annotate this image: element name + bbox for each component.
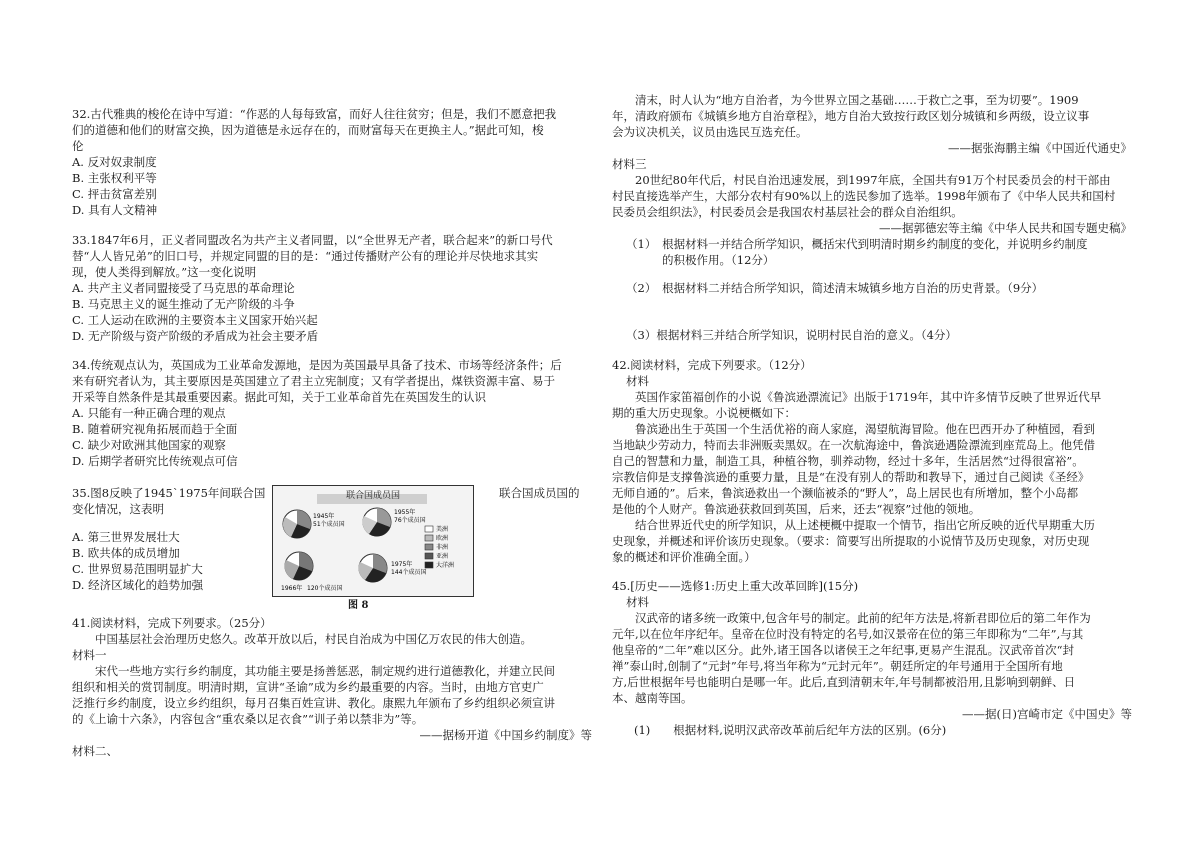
legend-oceania: 大洋洲: [436, 562, 455, 569]
q42-line: 当地缺少劳动力，特而去非洲贩卖黑奴。在一次航海途中，鲁滨逊遇险漂流到座荒岛上。他凭借: [612, 438, 1095, 452]
q34-option-b: B. 随着研究视角拓展而趋于全面: [72, 422, 238, 436]
q42-line: 象的概述和评价准确全面。）: [612, 550, 756, 564]
m2-line: 清末，时人认为“地方自治者，为今世界立国之基础……于救亡之事，至为切要”。1909: [635, 93, 1079, 107]
q45-line: 汉武帝的诸多统一政策中,包含年号的制定。此前的纪年方法是,将新君即位后的第二年作为: [635, 611, 1091, 625]
q41-m1-source: ——据杨开道《中国乡约制度》等: [419, 728, 592, 742]
q45-line: 方,后世根据年号也能明白是哪一年。此后,直到清朝末年,年号制都被沿用,且影响到朝鲜、日: [612, 675, 1076, 689]
q33-option-b: B. 马克思主义的诞生推动了无产阶级的斗争: [72, 297, 295, 311]
q32-option-a: A. 反对奴隶制度: [72, 155, 157, 169]
q41-sub-3: （3）根据材料三并结合所学知识，说明村民自治的意义。（4分）: [626, 328, 957, 342]
m2-line: 会为议决机关，议员由选民互选充任。: [612, 125, 808, 139]
q35-line2: 变化情况，这表明: [72, 502, 164, 516]
q41-sub-2: （2） 根据材料二并结合所学知识，简述清末城镇乡地方自治的历史背景。（9分）: [626, 281, 1044, 295]
q34-option-a: A. 只能有一种正确合理的观点: [72, 406, 226, 420]
pie-1945-count: 51个成员国: [313, 521, 345, 528]
figure-legend: [425, 525, 454, 569]
q33-line: 现，使人类得到解放。”这一变化说明: [72, 265, 257, 279]
q33-option-d: D. 无产阶级与资产阶级的矛盾成为社会主要矛盾: [72, 329, 319, 343]
q34-option-c: C. 缺少对欧洲其他国家的观察: [72, 438, 226, 452]
q42-line: 期的重大历史现象。小说梗概如下：: [612, 406, 796, 420]
pie-1966-year: 1966年: [281, 585, 303, 592]
q35-option-a: A. 第三世界发展壮大: [72, 530, 180, 544]
pie-1945: [283, 510, 311, 538]
q35-line1: 35.图8反映了1945`1975年间联合国: [72, 486, 266, 500]
q42-line: 结合世界近代史的所学知识，从上述梗概中提取一个情节，指出它所反映的近代早期重大历: [635, 518, 1095, 532]
q41-material-2: [612, 92, 1132, 268]
figure-8: [272, 485, 474, 597]
material-3-label: 材料三: [612, 157, 647, 171]
pie-1955-year: 1955年: [394, 509, 416, 516]
question-41: [72, 615, 592, 759]
q35-option-b: B. 欧共体的成员增加: [72, 546, 180, 560]
m3-line: 20世纪80年代后，村民自治迅速发展，到1997年底，全国共有91万个村民委员会的村干部由: [635, 173, 1111, 187]
q33-option-c: C. 工人运动在欧洲的主要资本主义国家开始兴起: [72, 313, 318, 327]
q45-line: 他皇帝的“二年”难以区分。此外,诸王国各以诸侯王之年纪事,更易产生混乱。汉武帝首次“封: [612, 643, 1074, 657]
q42-line: 自己的智慧和力量，制造工具，种植谷物，驯养动物，经过十多年，生活居然“过得很富裕”。: [612, 454, 1084, 468]
m2-source: ——据张海鹏主编《中国近代通史》: [948, 141, 1132, 155]
pie-1975-count: 144个成员国: [391, 569, 427, 576]
q45-line: 禅”泰山时,创制了“元封”年号,将当年称为“元封元年”。朝廷所定的年号通用于全国所有地: [612, 659, 1063, 673]
q32-line: 伦: [72, 139, 84, 153]
pie-1975: [359, 554, 387, 582]
question-33: [72, 232, 592, 344]
legend-africa: 非洲: [436, 544, 449, 551]
q35-option-d: D. 经济区域化的趋势加强: [72, 578, 204, 592]
q41-sub-1-cont: 的积极作用。（12分）: [662, 253, 775, 267]
q33-line: 替“人人皆兄弟”的旧口号，并规定同盟的目的是：“通过传播财产公有的理论并尽快地求其实: [72, 249, 539, 263]
q41-material-2-label: 材料二、: [72, 744, 118, 758]
q42-line: 是他的个人财产。鲁滨逊获救回到英国，后来，还去“视察”过他的领地。: [612, 502, 981, 516]
q41-m1-line: 组织和相关的赏罚制度。明清时期，宣讲“圣谕”成为乡约最重要的内容。当时，由地方官吏广: [72, 680, 544, 694]
q42-line: 鲁滨逊出生于英国一个生活优裕的商人家庭，渴望航海冒险。他在巴西开办了种植园，看到: [635, 422, 1095, 436]
q45-head: 45.[历史——选修1:历史上重大改革回眸](15分): [612, 579, 859, 593]
q42-material-label: 材料: [626, 374, 649, 388]
pie-1975-year: 1975年: [391, 561, 413, 568]
q41-m1-line: 泛推行乡约制度，设立乡约组织，每月召集百姓宣讲、教化。康熙九年颁布了乡约组织必须宣讲: [72, 696, 555, 710]
question-45: [612, 578, 1132, 738]
question-42: [612, 357, 1132, 565]
q42-line: 宗教信仰是支撑鲁滨逊的重要力量，且是“在没有别人的帮助和教导下，通过自己阅读《圣经》: [612, 470, 1090, 484]
q34-option-d: D. 后期学者研究比传统观点可信: [72, 454, 238, 468]
q33-option-a: A. 共产主义者同盟接受了马克思的革命理论: [72, 281, 295, 295]
question-32: [72, 106, 592, 218]
q41-material-1-label: 材料一: [72, 648, 107, 662]
q42-line: 英国作家笛福创作的小说《鲁滨逊漂流记》出版于1719年，其中许多情节反映了世界近代早: [635, 390, 1102, 404]
q32-line: 32.古代雅典的梭伦在诗中写道：“作恶的人每每致富，而好人往往贫穷；但是，我们不愿意把我: [72, 107, 557, 121]
q45-line: 本、越南等国。: [612, 691, 693, 705]
q35-option-c: C. 世界贸易范围明显扩大: [72, 562, 203, 576]
legend-asia: 亚洲: [436, 553, 449, 560]
q34-line: 开采等自然条件是其最重要因素。据此可知，关于工业革命首先在英国发生的认识: [72, 390, 486, 404]
q42-head: 42.阅读材料，完成下列要求。（12分）: [612, 358, 812, 372]
legend-europe: 欧洲: [436, 535, 449, 542]
q41-intro: 中国基层社会治理历史悠久。改革开放以后，村民自治成为中国亿万农民的伟大创造。: [95, 632, 532, 646]
q34-line: 来有研究者认为，其主要原因是英国建立了君主立宪制度；又有学者提出，煤铁资源丰富、易于: [72, 374, 555, 388]
q45-line: 元年,以在位年序纪年。皇帝在位时没有特定的名号,如汉景帝在位的第三年即称为“二年”,与其: [612, 627, 1084, 641]
q45-sub-1: (1) 根据材料,说明汉武帝改革前后纪年方法的区别。(6分): [634, 723, 947, 737]
q41-m1-line: 宋代一些地方实行乡约制度，其功能主要是扬善惩恶，制定规约进行道德教化，并建立民间: [95, 664, 555, 678]
q42-line: 无师自通的”。后来，鲁滨逊救出一个濒临被杀的“野人”，岛上居民也有所增加，整个小岛都: [612, 486, 1079, 500]
figure-caption: 图 8: [348, 600, 369, 611]
m2-line: 年，清政府颁布《城镇乡地方自治章程》，地方自治大致按行政区划分城镇和乡两级，设立议事: [612, 109, 1090, 123]
q33-line: 33.1847年6月，正义者同盟改名为共产主义者同盟，以“全世界无产者，联合起来”的新口号代: [72, 233, 553, 247]
q41-m1-line: 的《上谕十六条》，内容包含“重农桑以足衣食”“训子弟以禁非为”等。: [72, 712, 424, 726]
q34-line: 34.传统观点认为，英国成为工业革命发源地，是因为英国最早具备了技术、市场等经济条件；后: [72, 358, 562, 372]
q32-option-b: B. 主张权利平等: [72, 171, 157, 185]
q41-head: 41.阅读材料，完成下列要求。（25分）: [72, 616, 272, 630]
legend-americas: 美洲: [436, 526, 449, 533]
q42-line: 史现象，并概述和评价该历史现象。（要求：简要写出所提取的小说情节及历史现象，对历史现: [612, 534, 1090, 548]
m3-line: 民委员会组织法》，村民委员会是我国农村基层社会的群众自治组织。: [612, 205, 963, 219]
q32-line: 们的道德和他们的财富交换，因为道德是永远存在的，而财富每天在更换主人。”据此可知，梭: [72, 123, 544, 137]
question-34: [72, 357, 592, 469]
q32-option-d: D. 具有人文精神: [72, 203, 158, 217]
pie-1966: [285, 552, 313, 580]
q41-sub-1: （1） 根据材料一并结合所学知识，概括宋代到明清时期乡约制度的变化，并说明乡约制度: [626, 237, 1088, 251]
q32-option-c: C. 抨击贫富差别: [72, 187, 157, 201]
pie-1966-count: 120个成员国: [307, 585, 343, 592]
pie-1955-count: 76个成员国: [394, 517, 426, 524]
q35-line1-right: 联合国成员国的: [499, 486, 580, 500]
q45-source: ——据(日)宫崎市定《中国史》等: [962, 707, 1132, 721]
figure-title: 联合国成员国: [345, 491, 400, 501]
pie-1945-year: 1945年: [313, 513, 335, 520]
pie-1955: [363, 508, 391, 536]
q45-material-label: 材料: [626, 595, 649, 609]
m3-line: 村民直接选举产生，大部分农村有90%以上的选民参加了选举。1998年颁布了《中华人民共和国村: [612, 189, 1116, 203]
m3-source: ——据郭德宏等主编《中华人民共和国专题史稿》: [879, 221, 1132, 235]
